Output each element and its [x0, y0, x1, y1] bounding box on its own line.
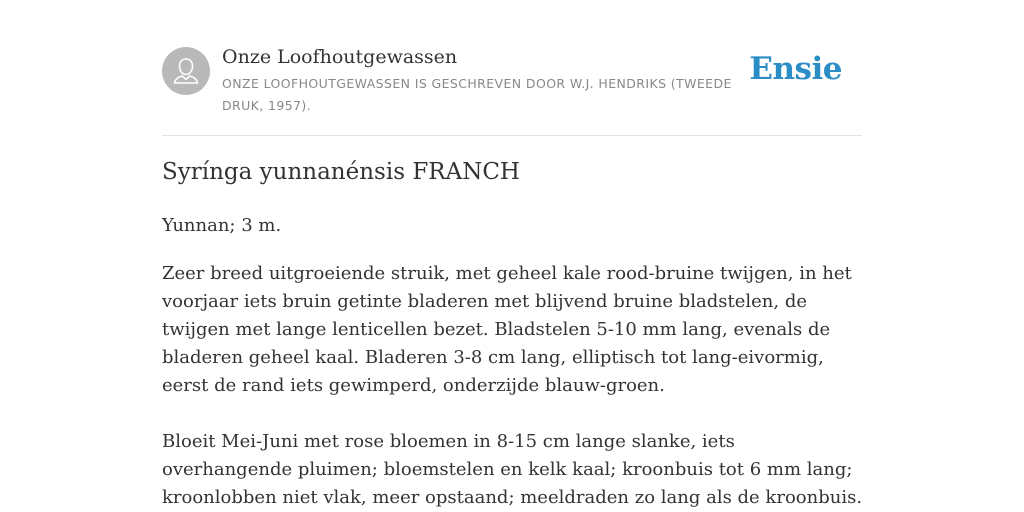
divider: [162, 135, 862, 136]
article-title: Syrínga yunnanénsis FRANCH: [162, 159, 520, 185]
article-paragraph: Bloeit Mei-Juni met rose bloemen in 8-15 cm lange slanke, iets overhangende pluimen; bloemstelen en kelk kaal; kroonbuis tot 6 mm lang; kroonlobben niet vlak, meer opstaand; meeldraden zo lang als de kroonbuis.: [162, 431, 863, 508]
article-body: [162, 212, 864, 512]
user-silhouette-icon: [162, 47, 210, 95]
source-header: [162, 46, 862, 116]
source-subtitle: ONZE LOOFHOUTGEWASSEN IS GESCHREVEN DOOR W.J. HENDRIKS (TWEEDE DRUK, 1957).: [222, 76, 732, 113]
article-paragraph: Zeer breed uitgroeiende struik, met geheel kale rood-bruine twijgen, in het voorjaar iets bruin getinte bladeren met blijvend bruine bladstelen, de twijgen met lange lenticellen bezet. Bladstelen 5-10 mm lang, evenals de bladeren geheel kaal. Bladeren 3-8 cm lang, elliptisch tot lang-eivormig, eerst de rand iets gewimperd, onderzijde blauw-groen.: [162, 263, 852, 396]
avatar: [162, 47, 210, 95]
brand-logo-link[interactable]: Ensie: [749, 51, 842, 87]
article-paragraph: Yunnan; 3 m.: [162, 215, 282, 236]
source-title[interactable]: Onze Loofhoutgewassen: [222, 46, 458, 68]
